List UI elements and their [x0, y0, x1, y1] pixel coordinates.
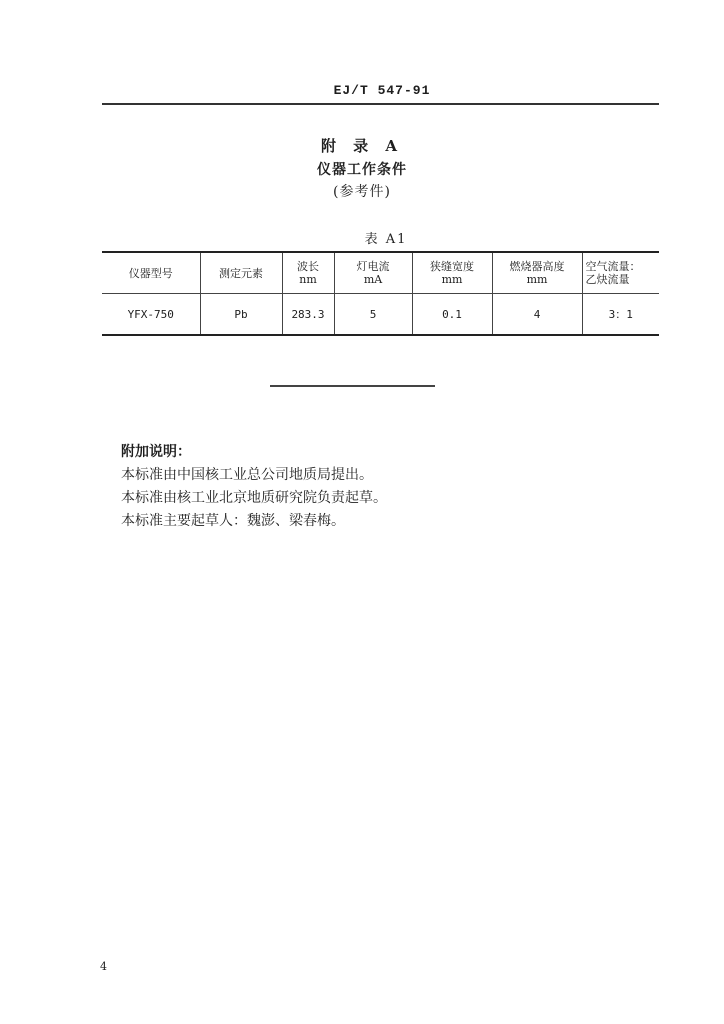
- instrument-conditions-table: [102, 251, 659, 336]
- additional-notes: [121, 441, 387, 533]
- header-divider: [102, 103, 659, 105]
- column-header-slit-width: 狭缝宽度 mm: [412, 252, 492, 294]
- column-header-burner-height: 燃烧器高度 mm: [492, 252, 582, 294]
- note-line: 本标准由中国核工业总公司地质局提出。: [121, 467, 373, 483]
- standard-code: EJ/T 547-91: [333, 83, 431, 98]
- appendix-title: 附 录 A: [320, 137, 404, 155]
- column-header-gas-flow-ratio: 空气流量： 乙炔流量: [582, 252, 659, 294]
- cell-slit-width: 0.1: [412, 294, 492, 336]
- cell-model: YFX-750: [127, 307, 174, 321]
- table-header-row: [102, 252, 659, 294]
- cell-gas-flow-ratio: 3：1: [582, 294, 659, 336]
- note-line: 本标准主要起草人：魏澎、梁春梅。: [121, 513, 345, 529]
- section-end-divider: [270, 385, 435, 387]
- cell-wavelength: 283.3: [282, 294, 334, 336]
- cell-element: Pb: [200, 294, 282, 336]
- cell-lamp-current: 5: [334, 294, 412, 336]
- column-header-lamp-current: 灯电流 mA: [334, 252, 412, 294]
- table-caption: 表 A1: [364, 232, 408, 247]
- cell-burner-height: 4: [492, 294, 582, 336]
- table-row: [102, 294, 659, 336]
- note-line: 本标准由核工业北京地质研究院负责起草。: [121, 490, 387, 506]
- column-header-element: 测定元素: [200, 252, 282, 294]
- notes-heading: 附加说明：: [121, 444, 191, 460]
- page-number: 4: [100, 960, 107, 973]
- appendix-subtitle: 仪器工作条件: [317, 162, 407, 178]
- column-header-model: 仪器型号: [128, 266, 173, 280]
- appendix-note: (参考件): [333, 184, 391, 200]
- column-header-wavelength: 波长 nm: [282, 252, 334, 294]
